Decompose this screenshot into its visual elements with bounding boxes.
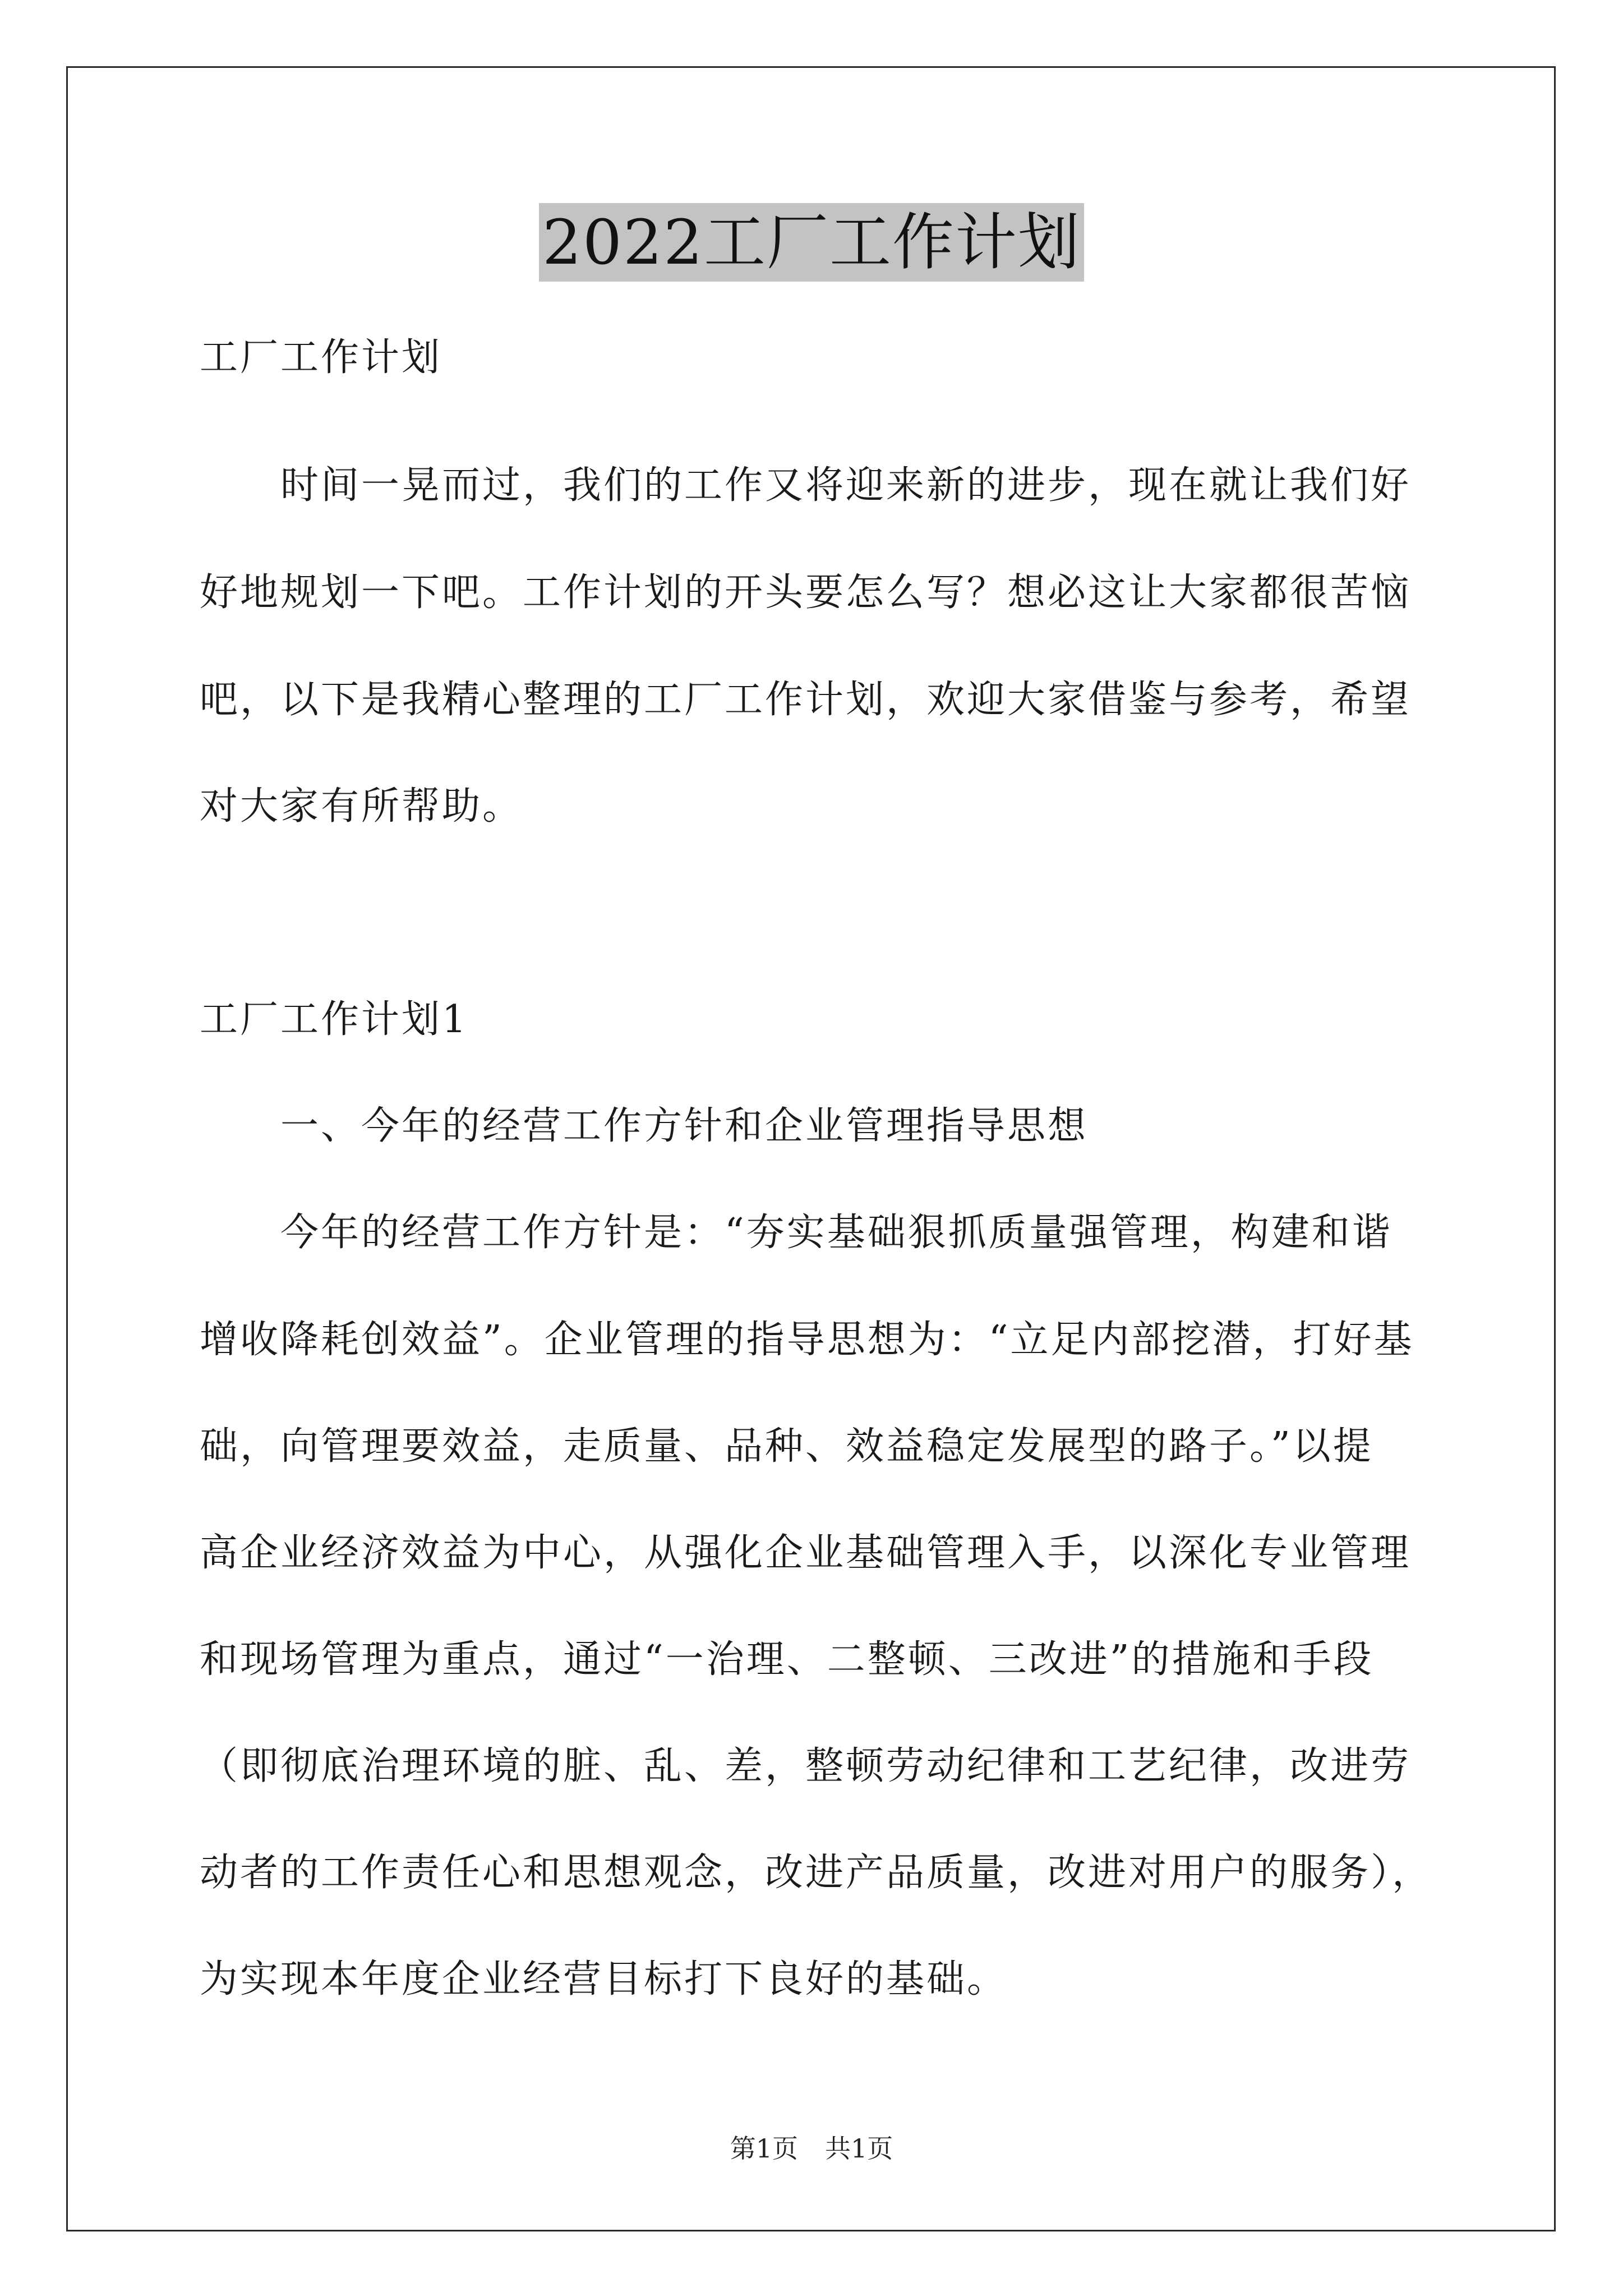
paragraph-line: 吧，以下是我精心整理的工厂工作计划，欢迎大家借鉴与参考，希望 [200, 678, 1412, 722]
page-footer [0, 2132, 1623, 2165]
paragraph-line: 时间一晃而过，我们的工作又将迎来新的进步，现在就让我们好 [200, 463, 1412, 508]
page-number: 第1页 [730, 2133, 798, 2164]
paragraph-line: 增收降耗创效益”。企业管理的指导思想为：“立足内部挖潜，打好基 [200, 1318, 1414, 1362]
paragraph-line: 动者的工作责任心和思想观念，改进产品质量，改进对用户的服务）， [200, 1851, 1433, 1895]
document-title: 2022工厂工作计划 [539, 203, 1084, 282]
paragraph-line: 今年的经营工作方针是：“夯实基础狠抓质量强管理，构建和谐 [200, 1211, 1393, 1255]
subsection-heading: 一、今年的经营工作方针和企业管理指导思想 [200, 1104, 1089, 1148]
paragraph-line: 高企业经济效益为中心，从强化企业基础管理入手，以深化专业管理 [200, 1531, 1412, 1575]
title-container [0, 203, 1623, 282]
section-heading: 工厂工作计划 [200, 335, 442, 380]
page-total: 共1页 [825, 2133, 893, 2164]
paragraph-line: 对大家有所帮助。 [200, 784, 523, 829]
paragraph-line: 础，向管理要效益，走质量、品种、效益稳定发展型的路子。”以提 [200, 1424, 1373, 1469]
page-border [66, 66, 1556, 2231]
paragraph-line: 为实现本年度企业经营目标打下良好的基础。 [200, 1957, 1008, 2001]
section-heading: 工厂工作计划1 [200, 997, 469, 1042]
paragraph-line: 好地规划一下吧。工作计划的开头要怎么写？想必这让大家都很苦恼 [200, 570, 1412, 615]
paragraph-line: （即彻底治理环境的脏、乱、差，整顿劳动纪律和工艺纪律，改进劳 [200, 1744, 1412, 1788]
paragraph-line: 和现场管理为重点，通过“一治理、二整顿、三改进”的措施和手段 [200, 1637, 1374, 1682]
